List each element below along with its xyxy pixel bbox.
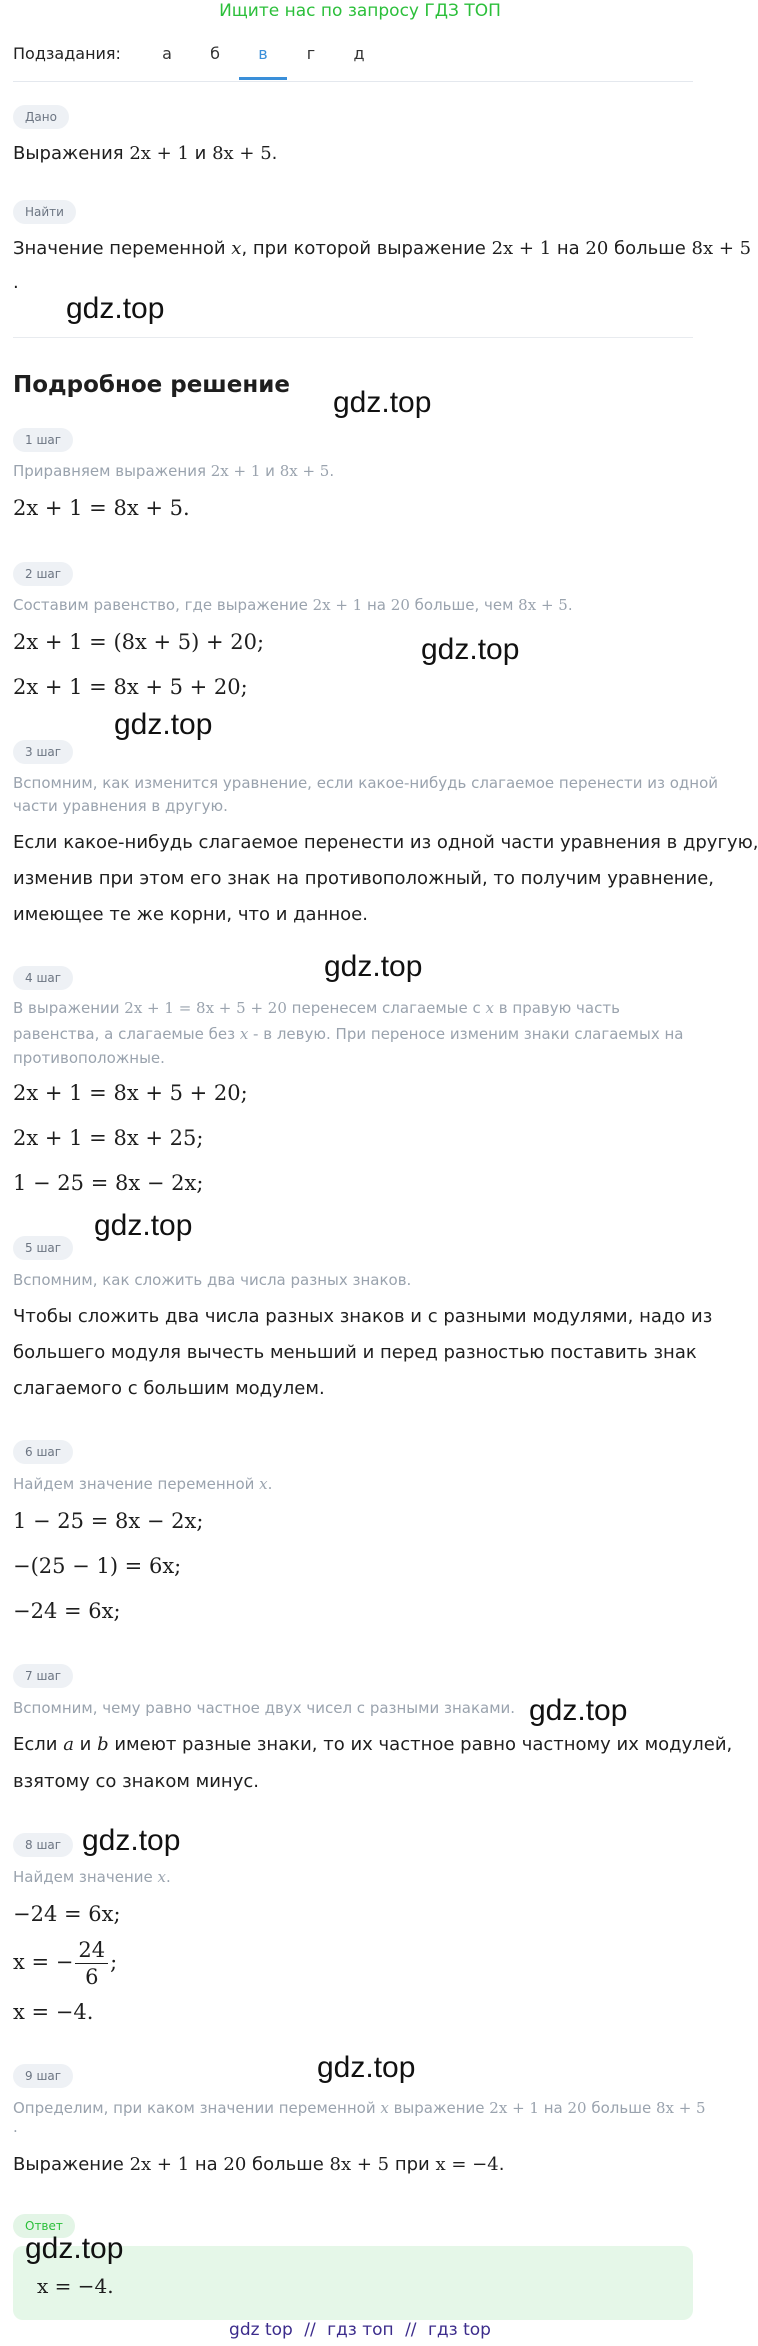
step-2-equation-1: 2x + 1 = (8x + 5) + 20; xyxy=(13,630,265,654)
step-4-badge: 4 шаг xyxy=(13,966,73,990)
tab-g[interactable]: г xyxy=(306,44,316,63)
step-2-badge: 2 шаг xyxy=(13,562,73,586)
step-4-description-line-3: противоположные. xyxy=(13,1049,165,1067)
given-text: Выражения 2x + 1 и 8x + 5. xyxy=(13,143,278,164)
step-7-description: Вспомним, чему равно частное двух чисел с разными знаками. xyxy=(13,1699,516,1717)
find-text-cont: . xyxy=(13,272,19,293)
step-1-description: Приравняем выражения 2x + 1 и 8x + 5. xyxy=(13,462,335,480)
step-5-description: Вспомним, как сложить два числа разных знаков. xyxy=(13,1271,412,1289)
step-4-description-line-2: равенства, а слагаемые без x - в левую. При переносе изменим знаки слагаемых на xyxy=(13,1025,684,1043)
step-8-description: Найдем значение x. xyxy=(13,1868,171,1886)
step-7-rule-line-1: Если a и b имеют разные знаки, то их частное равно частному их модулей, xyxy=(13,1734,733,1755)
step-4-description-line-1: В выражении 2x + 1 = 8x + 5 + 20 перенесем слагаемые с x в правую часть xyxy=(13,999,620,1017)
watermark: gdz.top xyxy=(529,1694,628,1727)
step-8-badge: 8 шаг xyxy=(13,1833,73,1857)
step-4-equation-2: 2x + 1 = 8x + 25; xyxy=(13,1126,204,1150)
footer-separator: // xyxy=(405,2320,417,2340)
footer-link[interactable]: гдз топ xyxy=(327,2320,394,2340)
step-5-rule-line-3: слагаемого с большим модулем. xyxy=(13,1378,325,1399)
footer-separator: // xyxy=(304,2320,316,2340)
step-9-description-cont: . xyxy=(13,2118,18,2136)
step-8-equation-3: x = −4. xyxy=(13,2000,94,2024)
watermark: gdz.top xyxy=(324,950,423,983)
step-2-description: Составим равенство, где выражение 2x + 1 на 20 больше, чем 8x + 5. xyxy=(13,596,573,614)
step-3-rule-line-3: имеющее те же корни, что и данное. xyxy=(13,904,368,925)
watermark: gdz.top xyxy=(114,708,213,741)
answer-value: x = −4. xyxy=(37,2274,114,2298)
fraction: $\frac{24}{6}$ xyxy=(75,1937,108,1990)
watermark: gdz.top xyxy=(66,292,165,325)
step-7-rule-line-2: взятому со знаком минус. xyxy=(13,1771,259,1792)
tab-b[interactable]: б xyxy=(210,44,220,63)
watermark: gdz.top xyxy=(421,633,520,666)
divider xyxy=(13,337,693,338)
footer-link[interactable]: гдз top xyxy=(427,2320,491,2340)
step-2-equation-2: 2x + 1 = 8x + 5 + 20; xyxy=(13,675,248,699)
step-3-rule-line-2: изменив при этом его знак на противоположный, то получим уравнение, xyxy=(13,868,715,889)
answer-badge: Ответ xyxy=(13,2214,75,2238)
watermark: gdz.top xyxy=(333,386,432,419)
step-3-description-line-1: Вспомним, как изменится уравнение, если какое-нибудь слагаемое перенести из одной xyxy=(13,774,718,792)
step-6-equation-1: 1 − 25 = 8x − 2x; xyxy=(13,1509,204,1533)
find-badge: Найти xyxy=(13,200,76,224)
step-8-equation-2: x = − $\frac{24}{6}$ ; xyxy=(13,1938,118,1989)
step-5-badge: 5 шаг xyxy=(13,1236,73,1260)
step-5-rule-line-1: Чтобы сложить два числа разных знаков и с разными модулями, надо из xyxy=(13,1306,713,1327)
step-7-badge: 7 шаг xyxy=(13,1664,73,1688)
step-6-badge: 6 шаг xyxy=(13,1440,73,1464)
step-3-badge: 3 шаг xyxy=(13,740,73,764)
subtasks-label: Подзадания: xyxy=(13,44,121,63)
step-4-equation-1: 2x + 1 = 8x + 5 + 20; xyxy=(13,1081,248,1105)
tab-v[interactable]: в xyxy=(239,40,287,80)
step-3-rule-line-1: Если какое-нибудь слагаемое перенести из одной части уравнения в другую, xyxy=(13,832,758,853)
step-9-result: Выражение 2x + 1 на 20 больше 8x + 5 при x = −4. xyxy=(13,2154,505,2175)
step-4-equation-3: 1 − 25 = 8x − 2x; xyxy=(13,1171,204,1195)
footer-link[interactable]: gdz top xyxy=(229,2320,293,2340)
step-3-description-line-2: части уравнения в другую. xyxy=(13,797,228,815)
step-1-equation: 2x + 1 = 8x + 5. xyxy=(13,496,190,520)
given-badge: Дано xyxy=(13,105,69,129)
watermark: gdz.top xyxy=(94,1209,193,1242)
subtasks-tabs xyxy=(13,40,693,82)
watermark: gdz.top xyxy=(317,2051,416,2084)
find-text: Значение переменной x, при которой выражение 2x + 1 на 20 больше 8x + 5 xyxy=(13,238,752,259)
footer-links xyxy=(0,2320,720,2346)
top-search-link[interactable]: Ищите нас по запросу ГДЗ ТОП xyxy=(219,1,501,21)
step-8-equation-1: −24 = 6x; xyxy=(13,1902,121,1926)
watermark: gdz.top xyxy=(82,1824,181,1857)
step-1-badge: 1 шаг xyxy=(13,428,73,452)
step-9-badge: 9 шаг xyxy=(13,2064,73,2088)
tab-d[interactable]: д xyxy=(353,44,365,63)
step-6-description: Найдем значение переменной x. xyxy=(13,1475,273,1493)
watermark: gdz.top xyxy=(25,2232,124,2265)
solution-heading: Подробное решение xyxy=(13,372,290,398)
step-6-equation-3: −24 = 6x; xyxy=(13,1599,121,1623)
tab-a[interactable]: а xyxy=(162,44,172,63)
step-9-description: Определим, при каком значении переменной x выражение 2x + 1 на 20 больше 8x + 5 xyxy=(13,2099,706,2117)
step-6-equation-2: −(25 − 1) = 6x; xyxy=(13,1554,182,1578)
step-5-rule-line-2: большего модуля вычесть меньший и перед разностью поставить знак xyxy=(13,1342,697,1363)
